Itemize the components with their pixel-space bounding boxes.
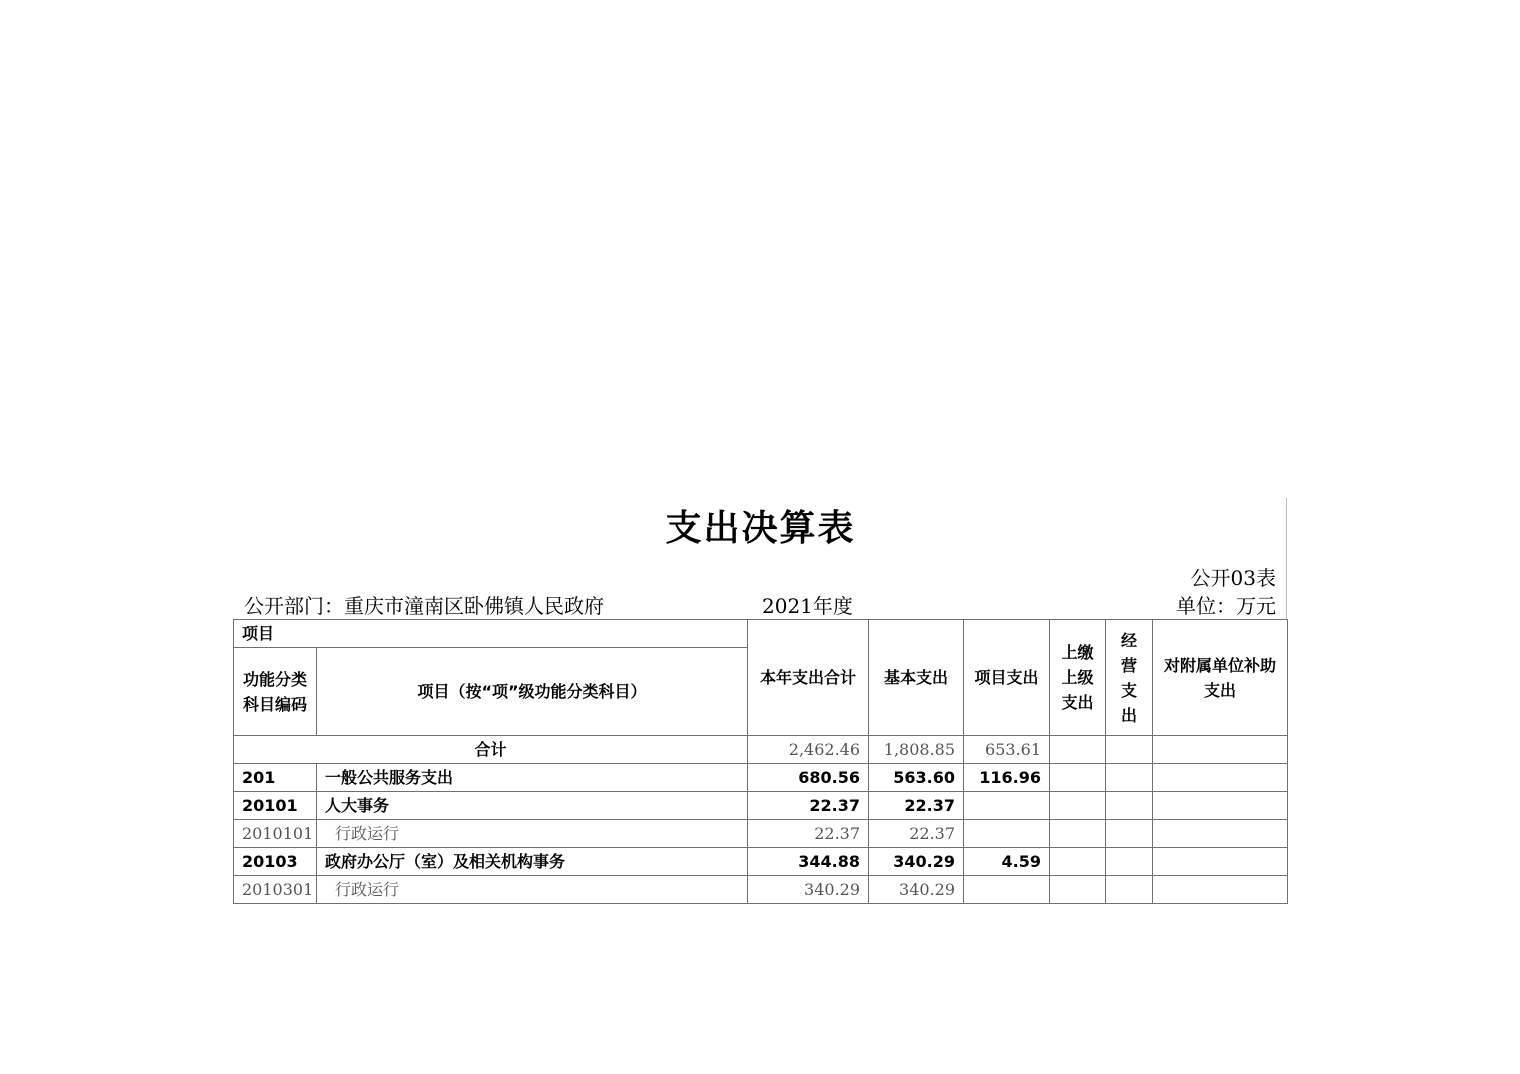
row-upper [1050,792,1106,820]
row-basic: 22.37 [869,820,964,848]
row-subsidy [1153,764,1288,792]
row-basic: 563.60 [869,764,964,792]
row-name: 行政运行 [317,876,748,904]
header-business: 经营支出 [1106,620,1153,736]
total-basic: 1,808.85 [869,736,964,764]
header-project: 项目支出 [964,620,1050,736]
row-code: 2010301 [234,876,317,904]
row-upper [1050,848,1106,876]
row-business [1106,792,1153,820]
row-subsidy [1153,876,1288,904]
row-total: 344.88 [748,848,869,876]
row-code: 20101 [234,792,317,820]
row-name: 一般公共服务支出 [317,764,748,792]
row-basic: 340.29 [869,848,964,876]
row-total: 22.37 [748,820,869,848]
row-name: 行政运行 [317,820,748,848]
table-code: 公开03表 [1190,566,1276,590]
row-name: 政府办公厅（室）及相关机构事务 [317,848,748,876]
total-upper [1050,736,1106,764]
expenditure-table [233,619,1288,904]
header-subsidy: 对附属单位补助支出 [1153,620,1288,736]
total-label: 合计 [234,736,748,764]
row-code: 20103 [234,848,317,876]
header-code: 功能分类科目编码 [234,648,317,736]
header-row-1 [234,620,1288,648]
row-upper [1050,820,1106,848]
row-subsidy [1153,848,1288,876]
row-project [964,792,1050,820]
row-business [1106,848,1153,876]
year-label: 2021年度 [762,594,853,618]
row-project: 116.96 [964,764,1050,792]
header-basic: 基本支出 [869,620,964,736]
table-row [234,876,1288,904]
row-basic: 22.37 [869,792,964,820]
total-total: 2,462.46 [748,736,869,764]
row-business [1106,820,1153,848]
row-name: 人大事务 [317,792,748,820]
row-total: 340.29 [748,876,869,904]
row-project [964,820,1050,848]
header-upper: 上缴上级支出 [1050,620,1106,736]
row-project [964,876,1050,904]
table-row [234,820,1288,848]
row-upper [1050,876,1106,904]
row-project: 4.59 [964,848,1050,876]
row-business [1106,764,1153,792]
unit-label: 单位：万元 [1176,594,1276,618]
table-row [234,848,1288,876]
row-basic: 340.29 [869,876,964,904]
row-subsidy [1153,792,1288,820]
row-total: 22.37 [748,792,869,820]
header-name: 项目（按“项”级功能分类科目） [317,648,748,736]
department-label: 公开部门：重庆市潼南区卧佛镇人民政府 [244,594,604,618]
row-total: 680.56 [748,764,869,792]
table-row [234,764,1288,792]
page-title: 支出决算表 [665,508,856,549]
row-upper [1050,764,1106,792]
row-code: 201 [234,764,317,792]
table-row [234,792,1288,820]
total-project: 653.61 [964,736,1050,764]
row-code: 2010101 [234,820,317,848]
header-total: 本年支出合计 [748,620,869,736]
total-row [234,736,1288,764]
header-item: 项目 [234,620,748,648]
row-subsidy [1153,820,1288,848]
total-subsidy [1153,736,1288,764]
total-business [1106,736,1153,764]
row-business [1106,876,1153,904]
